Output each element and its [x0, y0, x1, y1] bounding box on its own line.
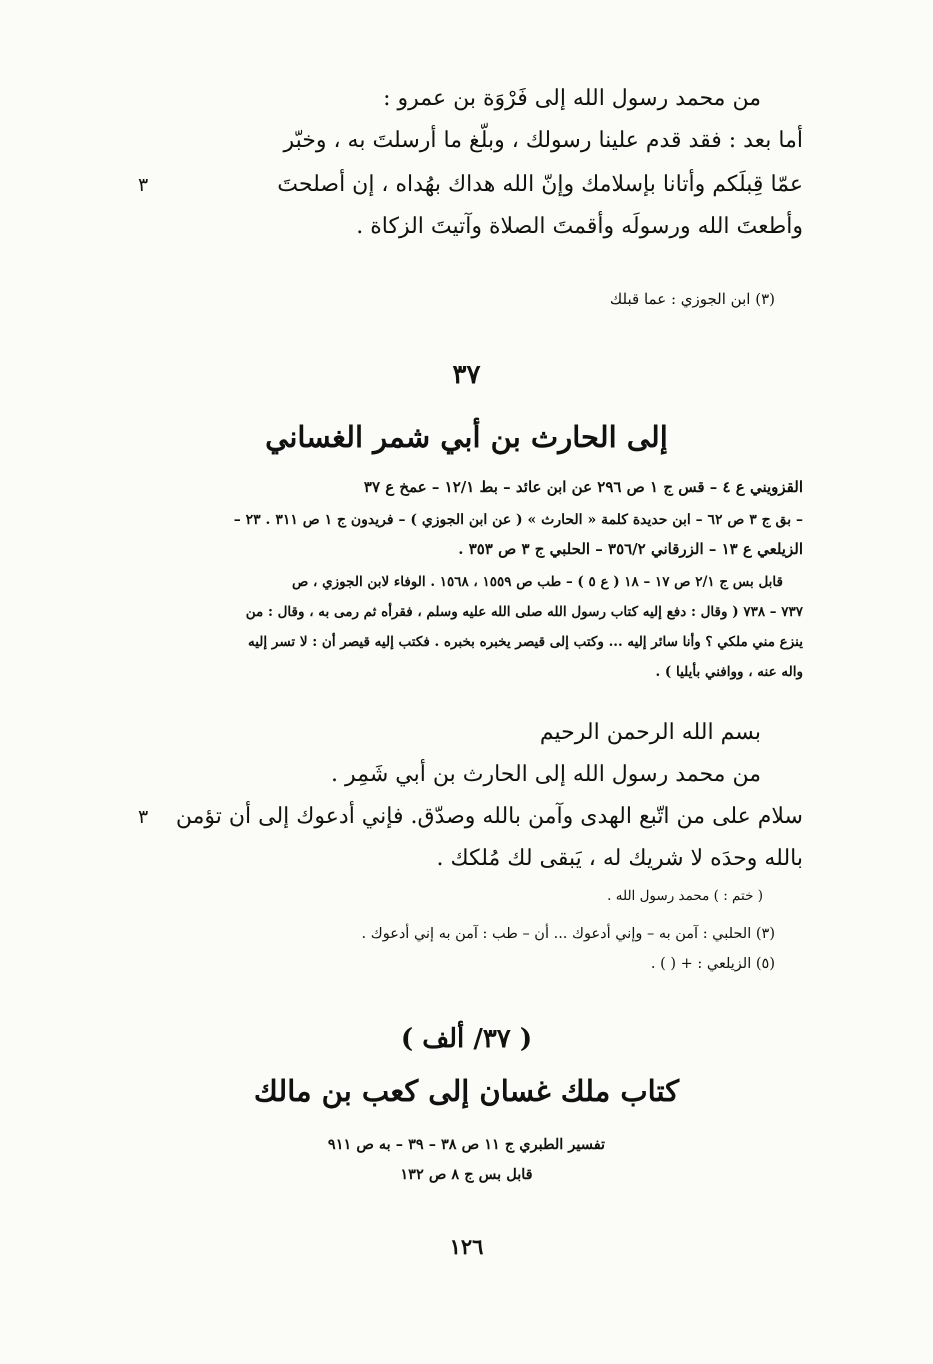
seal-note: ( ختم : ) محمد رسول الله .: [607, 888, 763, 904]
line-number: ٣: [138, 806, 149, 828]
section-number: ( ٣٧/ ألف ): [400, 1024, 533, 1054]
letter-line-2: من محمد رسول الله إلى الحارث بن أبي شَمِر .: [331, 762, 761, 787]
letter1-line-2: أما بعد : فقد قدم علينا رسولك ، وبلّغ ما أرسلتَ به ، وخبّر: [283, 128, 803, 153]
letter-line-3: سلام على من اتّبع الهدى وآمن بالله وصدّق. فإني أدعوك إلى أن تؤمن: [175, 804, 803, 829]
letter1-line-4: وأطعتَ الله ورسولَه وأقمتَ الصلاة وآتيتَ الزكاة .: [356, 214, 803, 239]
letter1-line-3: عمّا قِبلَكم وأتانا بإسلامك وإنّ الله هداك بهُداه ، إن أصلحتَ: [277, 172, 803, 197]
reference-line: – بق ج ٣ ص ٦٢ – ابن حديدة كلمة « الحارث » ( عن ابن الجوزي ) – فريدون ج ١ ص ٣١١ . ٢٣ –: [233, 512, 803, 528]
line-number: ٣: [138, 174, 149, 196]
reference-note-line: واله عنه ، ووافني بأيليا ) .: [655, 664, 803, 680]
page-number: ١٢٦: [449, 1234, 484, 1259]
reference-line: القزويني ع ٤ – قس ج ١ ص ٢٩٦ عن ابن عائد – بط ١٢/١ – عمخ ع ٣٧: [363, 478, 803, 496]
letter-line-4: بالله وحدَه لا شريك له ، يَبقى لك مُلكك .: [436, 846, 803, 871]
basmala: بسم الله الرحمن الرحيم: [539, 720, 761, 745]
reference-line: تفسير الطبري ج ١١ ص ٣٨ – ٣٩ – به ص ٩١١: [327, 1136, 606, 1153]
footnote: (٣) ابن الجوزي : عما قبلك: [609, 290, 775, 308]
footnote: (٣) الحلبي : آمن به – وإني أدعوك ... أن – طب : آمن به إني أدعوك .: [361, 926, 775, 942]
reference-note-line: ينزع مني ملكي ؟ وأنا سائر إليه ... وكتب إلى قيصر يخبره بخبره . فكتب إليه قيصر أن : لا تسر إليه: [248, 634, 803, 650]
reference-note-line: قابل بس ج ٢/١ ص ١٧ – ١٨ ( ع ٥ ) – طب ص ١٥٥٩ ، ١٥٦٨ . الوفاء لابن الجوزي ، ص: [292, 574, 783, 590]
letter1-line-1: من محمد رسول الله إلى فَرْوَة بن عمرو :: [383, 86, 761, 111]
section-title: كتاب ملك غسان إلى كعب بن مالك: [253, 1074, 680, 1108]
reference-note-line: ٧٣٧ – ٧٣٨ ( وقال : دفع إليه كتاب رسول الله صلى الله عليه وسلم ، فقرأه ثم رمى به ، وقال : من: [245, 604, 803, 620]
reference-line: قابل بس ج ٨ ص ١٣٢: [400, 1166, 533, 1183]
section-title: إلى الحارث بن أبي شمر الغساني: [265, 420, 668, 454]
footnote: (٥) الزيلعي : + ( ) .: [650, 956, 775, 972]
reference-line: الزيلعي ع ١٣ – الزرقاني ٣٥٦/٢ – الحلبي ج ٣ ص ٣٥٣ .: [458, 540, 803, 558]
section-number: ٣٧: [452, 360, 481, 390]
